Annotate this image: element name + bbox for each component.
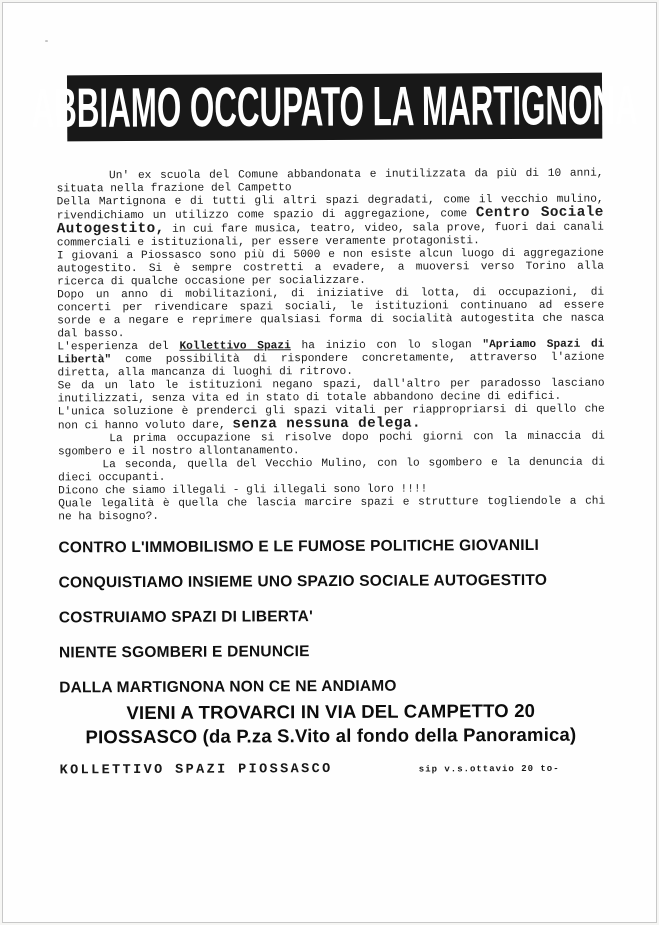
body-text: concerti per rivendicare spazi sociali, le istituzioni continuano ad essere — [57, 299, 605, 315]
body-text: Un' ex scuola del Comune abbandonata e inutilizzata da più di 10 anni, — [56, 167, 604, 183]
document-page — [2, 2, 657, 923]
body-text: L'unica soluzione è prenderci gli spazi vitali per riappropriarsi di quello che — [57, 403, 605, 419]
body-text: commerciali e istituzionali, per essere veramente protagonisti. — [56, 235, 480, 250]
invite-line-1: VIENI A TROVARCI IN VIA DEL CAMPETTO 20 — [126, 699, 536, 724]
emphasis-text: senza nessuna delega. — [232, 415, 421, 433]
body-text: Della Martignona e di tutti gli altri spazi degradati, come il vecchio mulino, — [56, 193, 604, 209]
scan-artifact — [45, 40, 48, 42]
signature-text: KOLLETTIVO SPAZI PIOSSASCO — [59, 761, 333, 779]
body-text: Dicono che siamo illegali - gli illegali sono loro !!!! — [58, 483, 428, 498]
body-text: La prima occupazione si risolve dopo pochi giorni con la minaccia di — [57, 430, 605, 446]
headline-title: ABBIAMO OCCUPATO LA MARTIGNONA — [31, 74, 638, 140]
body-text: I giovani a Piossasco sono più di 5000 e non esiste alcun luogo di aggregazione — [56, 247, 604, 263]
invite-line-2: PIOSSASCO (da P.za S.Vito al fondo della Panoramica) — [85, 723, 577, 748]
body-text: Se da un lato le istituzioni negano spazi, dall'altro per paradosso lasciano — [57, 377, 605, 393]
body-line — [58, 509, 605, 525]
slogan-line: DALLA MARTIGNONA NON CE NE ANDIAMO — [59, 677, 397, 697]
body-text: autogestito. Si è sempre costretti a evadere, a muoversi verso Torino alla — [56, 260, 605, 276]
body-text: non ci hanno voluto dare, — [57, 419, 233, 433]
body-text: sorde e a negare e reprimere qualsiasi forma di socialità autogestita che nasca — [57, 312, 605, 328]
body-text: sgombero e il nostro allontanamento. — [57, 445, 300, 459]
invite-block — [4, 698, 657, 749]
body-text: L'esperienza del — [57, 340, 180, 354]
emphasis-text: Autogestito, — [56, 220, 165, 238]
headline-banner — [31, 73, 638, 142]
flyer-content — [2, 2, 657, 923]
slogan-line: NIENTE SGOMBERI E DENUNCIE — [58, 643, 310, 662]
emphasis-text: Kollettivo Spazi — [179, 340, 291, 353]
body-text: dal basso. — [57, 328, 125, 341]
body-text: dieci occupanti. — [58, 471, 166, 485]
body-paragraphs — [56, 168, 605, 525]
body-text: situata nella frazione del Campetto — [56, 182, 292, 196]
body-text: rivendichiamo un utilizzo come spazio di aggregazione, come — [56, 208, 476, 223]
print-note: sip v.s.ottavio 20 to- — [418, 763, 560, 775]
body-text: diretta, alla mancanza di luoghi di ritrovo. — [57, 365, 353, 380]
body-text: in cui fare musica, teatro, video, sala prove, fuori dai canali — [164, 221, 604, 236]
emphasis-text: Libertà" — [57, 354, 112, 367]
emphasis-text: "Apriamo Spazi di — [482, 338, 605, 352]
slogan-list — [58, 537, 619, 715]
emphasis-text: Centro Sociale — [475, 204, 604, 222]
body-text: come possibilità di rispondere concretamente, attraverso l'azione — [111, 351, 605, 367]
body-text: Quale legalità è quella che lascia marcire spazi e strutture togliendole a chi — [58, 495, 606, 511]
body-text: Dopo un anno di mobilitazioni, di iniziative di lotta, di occupazioni, di — [57, 286, 605, 302]
footer — [60, 761, 562, 779]
slogan-line: CONQUISTIAMO INSIEME UNO SPAZIO SOCIALE AUTOGESTITO — [58, 571, 548, 592]
body-text: ricerca di qualche occasione per socializzare. — [57, 274, 366, 289]
slogan-line: CONTRO L'IMMOBILISMO E LE FUMOSE POLITICHE GIOVANILI — [58, 536, 540, 557]
body-line — [57, 221, 604, 238]
body-text: ne ha bisogno?. — [58, 510, 160, 524]
body-text: La seconda, quella del Vecchio Mulino, con lo sgombero e la denuncia di — [57, 456, 606, 472]
body-text: ha inizio con lo slogan — [290, 339, 483, 353]
body-text: inutilizzati, senza vita ed in stato di totale abbandono decine di edifici. — [57, 390, 562, 406]
slogan-line: COSTRUIAMO SPAZI DI LIBERTA' — [58, 608, 313, 627]
